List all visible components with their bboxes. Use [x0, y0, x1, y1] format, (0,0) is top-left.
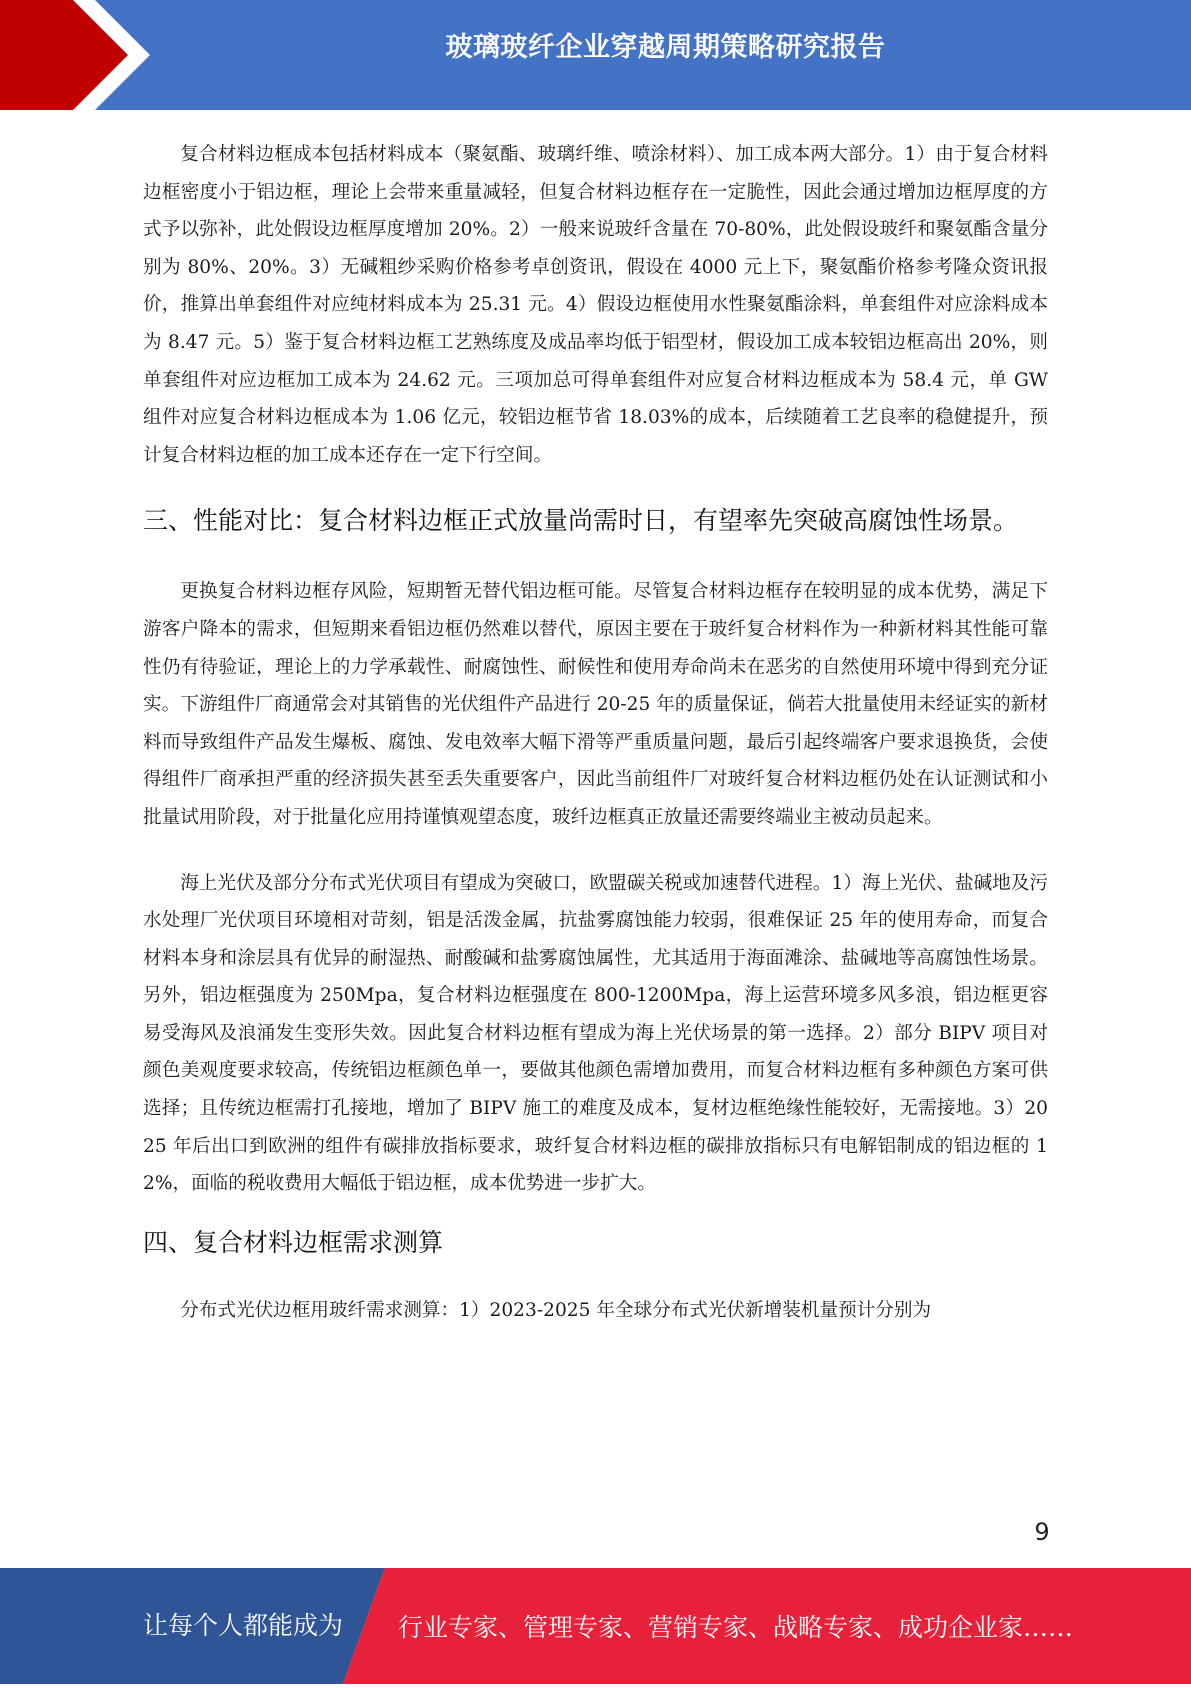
page-number: 9 — [1034, 1518, 1050, 1546]
header-arrow-icon — [0, 0, 160, 110]
page-header — [0, 0, 1191, 110]
paragraph-demand-estimate: 分布式光伏边框用玻纤需求测算：1）2023-2025 年全球分布式光伏新增装机量预计分别为 — [180, 1299, 932, 1321]
section-heading-demand: 四、复合材料边框需求测算 — [143, 1227, 444, 1257]
paragraph-replacement-risk: 更换复合材料边框存风险，短期暂无替代铝边框可能。尽管复合材料边框存在较明显的成本优势，满足下游客户降本的需求，但短期来看铝边框仍然难以替代，原因主要在于玻纤复合材料作为一种新材料其性能可靠性仍有待验证，理论上的力学承载性、耐腐蚀性、耐候性和使用寿命尚未在恶劣的自然使用环境中得到充分证实。下游组件厂商通常会对其销售的光伏组件产品进行 20-25 年的质量保证，倘若大批量使用未经证实的新材料而导致组件产品发生爆板、腐蚀、发电效率大幅下滑等严重质量问题，最后引起终端客户要求退换货，会使得组件厂商承担严重的经济损失甚至丢失重要客户，因此当前组件厂对玻纤复合材料边框仍处在认证测试和小批量试用阶段，对于批量化应用持谨慎观望态度，玻纤边框真正放量还需要终端业主被动员起来。 — [143, 581, 1048, 828]
footer-slogan-right: 行业专家、管理专家、营销专家、战略专家、成功企业家…… — [398, 1613, 1074, 1642]
footer-slogan-left: 让每个人都能成为 — [143, 1611, 344, 1640]
report-title: 玻璃玻纤企业穿越周期策略研究报告 — [445, 32, 886, 63]
paragraph-offshore-breakthrough: 海上光伏及部分分布式光伏项目有望成为突破口，欧盟碳关税或加速替代进程。1）海上光伏、盐碱地及污水处理厂光伏项目环境相对苛刻，铝是活泼金属，抗盐雾腐蚀能力较弱，很难保证 25 年的使用寿命，而复合材料本身和涂层具有优异的耐湿热、耐酸碱和盐雾腐蚀属性，尤其适用于海面滩涂、盐碱地等高腐蚀性场景。另外，铝边框强度为 250Mpa，复合材料边框强度在 800-1200Mpa，海上运营环境多风多浪，铝边框更容易受海风及浪涌发生变形失效。因此复合材料边框有望成为海上光伏场景的第一选择。2）部分 BIPV 项目对颜色美观度要求较高，传统铝边框颜色单一，要做其他颜色需增加费用，而复合材料边框有多种颜色方案可供选择；且传统边框需打孔接地，增加了 BIPV 施工的难度及成本，复材边框绝缘性能较好，无需接地。3）2025 年后出口到欧洲的组件有碳排放指标要求，玻纤复合材料边框的碳排放指标只有电解铝制成的铝边框的 12%，面临的税收费用大幅低于铝边框，成本优势进一步扩大。 — [143, 872, 1048, 1195]
paragraph-cost-breakdown: 复合材料边框成本包括材料成本（聚氨酯、玻璃纤维、喷涂材料）、加工成本两大部分。1）由于复合材料边框密度小于铝边框，理论上会带来重量减轻，但复合材料边框存在一定脆性，因此会通过增加边框厚度的方式予以弥补，此处假设边框厚度增加 20%。2）一般来说玻纤含量在 70-80%，此处假设玻纤和聚氨酯含量分别为 80%、20%。3）无碱粗纱采购价格参考卓创资讯，假设在 4000 元上下，聚氨酯价格参考隆众资讯报价，推算出单套组件对应纯材料成本为 25.31 元。4）假设边框使用水性聚氨酯涂料，单套组件对应涂料成本为 8.47 元。5）鉴于复合材料边框工艺熟练度及成品率均低于铝型材，假设加工成本较铝边框高出 20%，则单套组件对应边框加工成本为 24.62 元。三项加总可得单套组件对应复合材料边框成本为 58.4 元，单 GW 组件对应复合材料边框成本为 1.06 亿元，较铝边框节省 18.03%的成本，后续随着工艺良率的稳健提升，预计复合材料边框的加工成本还存在一定下行空间。 — [143, 144, 1048, 466]
section-heading-performance: 三、性能对比：复合材料边框正式放量尚需时日，有望率先突破高腐蚀性场景。 — [143, 506, 1019, 536]
document-body — [143, 136, 1048, 1329]
page-footer — [0, 1568, 1191, 1684]
